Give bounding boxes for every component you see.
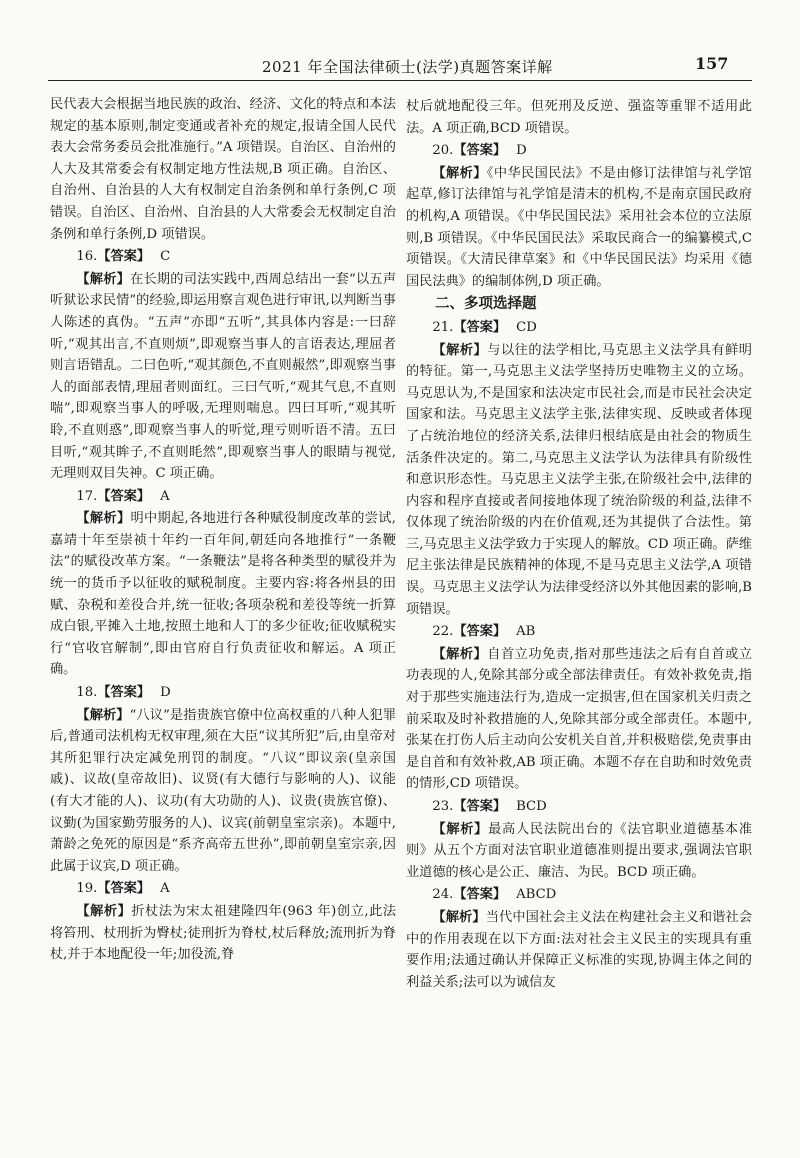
analysis-q23 — [406, 819, 752, 884]
answer-line-q24 — [406, 884, 752, 906]
answer-line-q16 — [50, 246, 396, 268]
answer-value: AB — [516, 624, 536, 640]
analysis-label: 【解析】 — [432, 342, 488, 358]
answer-value: CD — [516, 319, 537, 335]
analysis-label: 【解析】 — [432, 909, 486, 925]
running-title: 2021 年全国法律硕士(法学)真题答案详解 — [262, 58, 553, 76]
analysis-q18 — [50, 705, 396, 878]
section-title: 二、多项选择题 — [435, 296, 537, 313]
answer-value: A — [160, 881, 170, 897]
answer-value: D — [516, 143, 527, 159]
answer-label: 【答案】 — [453, 143, 507, 159]
analysis-label: 【解析】 — [432, 821, 489, 837]
analysis-text: 《中华民国民法》不是由修订法律馆与礼学馆起草,修订法律馆与礼学馆是清末的机构,不是南京国民政府的机构,A 项错误。《中华民国民法》采用社会本位的立法原则,B 项错误。《中华民国民法》采取民商合一的编纂模式,C 项错误。《大清民律草案》和《中华民国民法》均采用《德国民法典》的编制体例,D 项正确。 — [406, 165, 752, 289]
analysis-text: 最高人民法院出台的《法官职业道德基本准则》从五个方面对法官职业道德准则提出要求,强调法官职业道德的核心是公正、廉洁、为民。BCD 项正确。 — [406, 821, 753, 880]
question-number: 18. — [76, 685, 98, 701]
analysis-text: 明中期起,各地进行各种赋役制度改革的尝试,嘉靖十年至崇祯十年约一百年间,朝廷向各地推行“一条鞭法”的赋役改革方案。“一条鞭法”是将各种类型的赋役并为统一的货币予以征收的赋税制度。主要内容:将各州县的田赋、杂税和差役合并,统一征收;各项杂税和差役等统一折算成白银,平摊入土地,按照土地和人丁的多少征收;征收赋税实行“官收官解制”,即由官府自行负责征收和解运。A 项正确。 — [50, 511, 397, 678]
question-number: 20. — [432, 143, 454, 159]
analysis-text: 当代中国社会主义法在构建社会主义和谐社会中的作用表现在以下方面:法对社会主义民主的实现具有重要作用;法通过确认并保障正义标准的实现,协调主体之间的利益关系;法可以为诚信友 — [406, 909, 753, 990]
continuation-paragraph: 杖后就地配役三年。但死刑及反逆、强盗等重罪不适用此法。A 项正确,BCD 项错误。 — [406, 99, 752, 136]
analysis-text: 在长期的司法实践中,西周总结出一套“以五声听狱讼求民情”的经验,即运用察言观色进行审讯,以判断当事人陈述的真伪。“五声”亦即“五听”,其具体内容是:一曰辞听,“观其出言,不直则烦”,即观察当事人的言语表达,理屈者则言语错乱。二曰色听,“观其颜色,不直则赧然”,即观察当事人的面部表情,理屈者则面红。三曰气听,“观其气息,不直则喘”,即观察当事人的呼吸,无理则喘息。四曰耳听,“观其听聆,不直则惑”,即观察当事人的听觉,理亏则听语不清。五曰目听,“观其眸子,不直则眊然”,即观察当事人的眼睛与视觉,无理则双目失神。C 项正确。 — [50, 271, 397, 482]
answer-label: 【答案】 — [97, 249, 151, 265]
answer-line-q20 — [406, 140, 752, 162]
right-column — [406, 96, 752, 993]
analysis-q17 — [50, 508, 396, 681]
answer-label: 【答案】 — [97, 685, 151, 701]
answer-value: BCD — [516, 799, 547, 814]
analysis-label: 【解析】 — [76, 511, 131, 527]
question-number: 24. — [432, 887, 454, 903]
answer-label: 【答案】 — [453, 319, 507, 335]
analysis-text: 自首立功免责,指对那些违法之后有自首或立功表现的人,免除其部分或全部法律责任。有效补救免责,指对于那些实施违法行为,造成一定损害,但在国家机关归责之前采取及时补救措施的人,免除其部分或全部责任。本题中,张某在打伤人后主动向公安机关自首,并积极赔偿,免责事由是自首和有效补救,AB 项正确。本题不存在自助和时效免责的情形,CD 项错误。 — [406, 646, 752, 792]
page-header — [0, 0, 800, 84]
answer-label: 【答案】 — [453, 799, 507, 814]
analysis-text: 与以往的法学相比,马克思主义法学具有鲜明的特征。第一,马克思主义法学坚持历史唯物主义的立场。马克思认为,不是国家和法决定市民社会,而是市民社会决定国家和法。马克思主义法学主张,法律实现、反映或者体现了占统治地位的经济关系,法律归根结底是由社会的物质生活条件决定的。第二,马克思主义法学认为法律具有阶级性和意识形态性。马克思主义法学主张,在阶级社会中,法律的内容和程序直接或者间接地体现了统治阶级的利益,法律不仅体现了统治阶级的内在价值观,还为其提供了合法性。第三,马克思主义法学致力于实现人的解放。CD 项正确。萨维尼主张法律是民族精神的体现,不是马克思主义法学,A 项错误。马克思主义法学认为法律受经济以外其他因素的影响,B 项错误。 — [406, 342, 752, 617]
analysis-q22 — [406, 644, 752, 795]
answer-line-q18 — [50, 682, 396, 704]
page-number: 157 — [695, 54, 729, 73]
analysis-q16 — [50, 269, 396, 485]
question-number: 21. — [432, 319, 454, 335]
analysis-q19 — [50, 901, 396, 966]
answer-line-q19 — [50, 878, 396, 900]
left-column — [50, 94, 396, 966]
answer-line-q17 — [50, 486, 396, 508]
answer-value: A — [160, 488, 170, 504]
analysis-q24 — [406, 907, 752, 993]
answer-line-q23 — [406, 796, 752, 818]
analysis-q20 — [406, 163, 752, 293]
question-number: 16. — [76, 249, 98, 265]
analysis-label: 【解析】 — [76, 903, 132, 919]
analysis-label: 【解析】 — [76, 707, 130, 723]
question-number: 19. — [76, 881, 98, 897]
header-rule — [48, 80, 752, 81]
analysis-text: 折杖法为宋太祖建隆四年(963 年)创立,此法将笞刑、杖刑折为臀杖;徒刑折为脊杖,杖后释放;流刑折为脊杖,并于本地配役一年;加役流,脊 — [50, 903, 397, 963]
answer-value: ABCD — [516, 887, 557, 903]
analysis-label: 【解析】 — [76, 271, 131, 287]
question-number: 23. — [432, 799, 454, 814]
continuation-paragraph: 民代表大会根据当地民族的政治、经济、文化的特点和本法规定的基本原则,制定变通或者补充的规定,报请全国人民代表大会常务委员会批准施行。”A 项错误。自治区、自治州的人大及其常委会有权制定地方性法规,B 项正确。自治区、自治州、自治县的人大有权制定自治条例和单行条例,C 项错误。自治区、自治州、自治县的人大常委会无权制定自治条例和单行条例,D 项错误。 — [50, 97, 396, 242]
answer-line-q22 — [406, 621, 752, 643]
answer-value: D — [160, 685, 171, 701]
analysis-label: 【解析】 — [432, 646, 488, 662]
answer-label: 【答案】 — [453, 624, 507, 640]
analysis-text: “八议”是指贵族官僚中位高权重的八种人犯罪后,普通司法机构无权审理,须在大臣“议其所犯”后,由皇帝对其所犯罪行决定减免刑罚的制度。“八议”即议亲(皇亲国戚)、议故(皇帝故旧)、议贤(有大德行与影响的人)、议能(有大才能的人)、议功(有大功勋的人)、议贵(贵族官僚)、议勤(为国家勤劳服务的人)、议宾(前朝皇室宗亲)。本题中,萧龄之免死的原因是“系齐高帝五世孙”,即前朝皇室宗亲,因此属于议宾,D 项正确。 — [50, 707, 396, 874]
answer-label: 【答案】 — [97, 881, 151, 897]
analysis-label: 【解析】 — [432, 165, 487, 181]
question-number: 17. — [76, 488, 98, 504]
answer-line-q21 — [406, 317, 752, 339]
answer-label: 【答案】 — [453, 887, 507, 903]
analysis-q21 — [406, 340, 752, 621]
question-number: 22. — [432, 624, 454, 640]
answer-value: C — [160, 249, 171, 265]
answer-label: 【答案】 — [97, 488, 151, 504]
